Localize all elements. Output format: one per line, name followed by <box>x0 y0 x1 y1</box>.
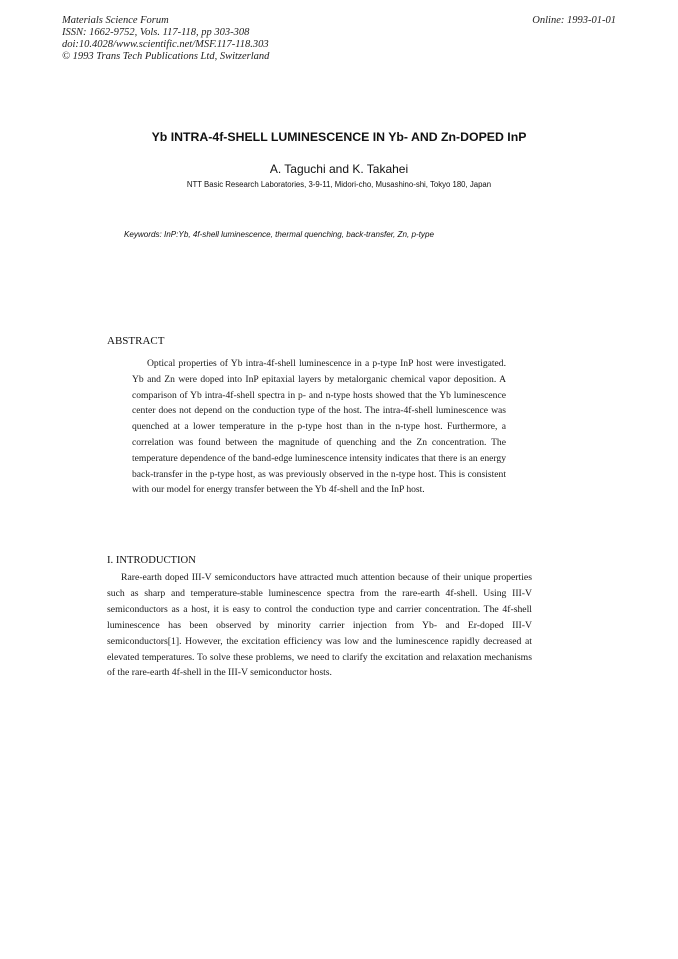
author-affiliation: NTT Basic Research Laboratories, 3-9-11, Midori-cho, Musashino-shi, Tokyo 180, Japan <box>186 180 492 189</box>
introduction-heading: I. INTRODUCTION <box>107 555 196 566</box>
introduction-text: Rare-earth doped III-V semiconductors have attracted much attention because of their unique properties such as sharp and temperature-stable luminescence spectra from the rare-earth 4f-shell. Using III-V semiconductors as a host, it is easy to control the conduction type and carrier concentration. The 4f-shell luminescence has been observed by minority carrier injection from Yb- and Er-doped III-V semiconductors[1]. However, the excitation efficiency was low and the luminescence rapidly decreased at elevated temperatures. To solve these problems, we need to clarify the excitation and relaxation mechanisms of the rare-earth 4f-shell in the III-V semiconductor hosts. <box>107 572 532 679</box>
doi-link[interactable]: doi:10.4028/www.scientific.net/MSF.117-118.303 <box>62 39 269 50</box>
journal-name: Materials Science Forum <box>62 15 169 26</box>
abstract-text: Optical properties of Yb intra-4f-shell luminescence in a p-type InP host were investigated. Yb and Zn were doped into InP epitaxial layers by metalorganic chemical vapor deposition. A comparison of Yb intra-4f-shell spectra in p- and n-type hosts showed that the Yb luminescence center does not depend on the conduction type of the host. The intra-4f-shell luminescence was quenched at a lower temperature in the p-type host than in the n-type host. Furthermore, a correlation was found between the magnitude of quenching and the Zn concentration. The temperature dependence of the band-edge luminescence intensity indicates that there is an energy back-transfer in the p-type host, as was previously observed in the n-type host. This is consistent with our model for energy transfer between the Yb 4f-shell and the InP host. <box>132 358 506 496</box>
paper-title: Yb INTRA-4f-SHELL LUMINESCENCE IN Yb- AND Zn-DOPED InP <box>151 130 527 144</box>
copyright-line: © 1993 Trans Tech Publications Ltd, Switzerland <box>62 51 270 62</box>
keywords: Keywords: InP:Yb, 4f-shell luminescence, thermal quenching, back-transfer, Zn, p-type <box>124 230 434 239</box>
issn-line: ISSN: 1662-9752, Vols. 117-118, pp 303-308 <box>62 27 250 38</box>
publication-header <box>62 15 616 63</box>
abstract-heading: ABSTRACT <box>107 335 165 347</box>
online-date: Online: 1993-01-01 <box>532 15 616 26</box>
paper-authors: A. Taguchi and K. Takahei <box>269 162 409 176</box>
